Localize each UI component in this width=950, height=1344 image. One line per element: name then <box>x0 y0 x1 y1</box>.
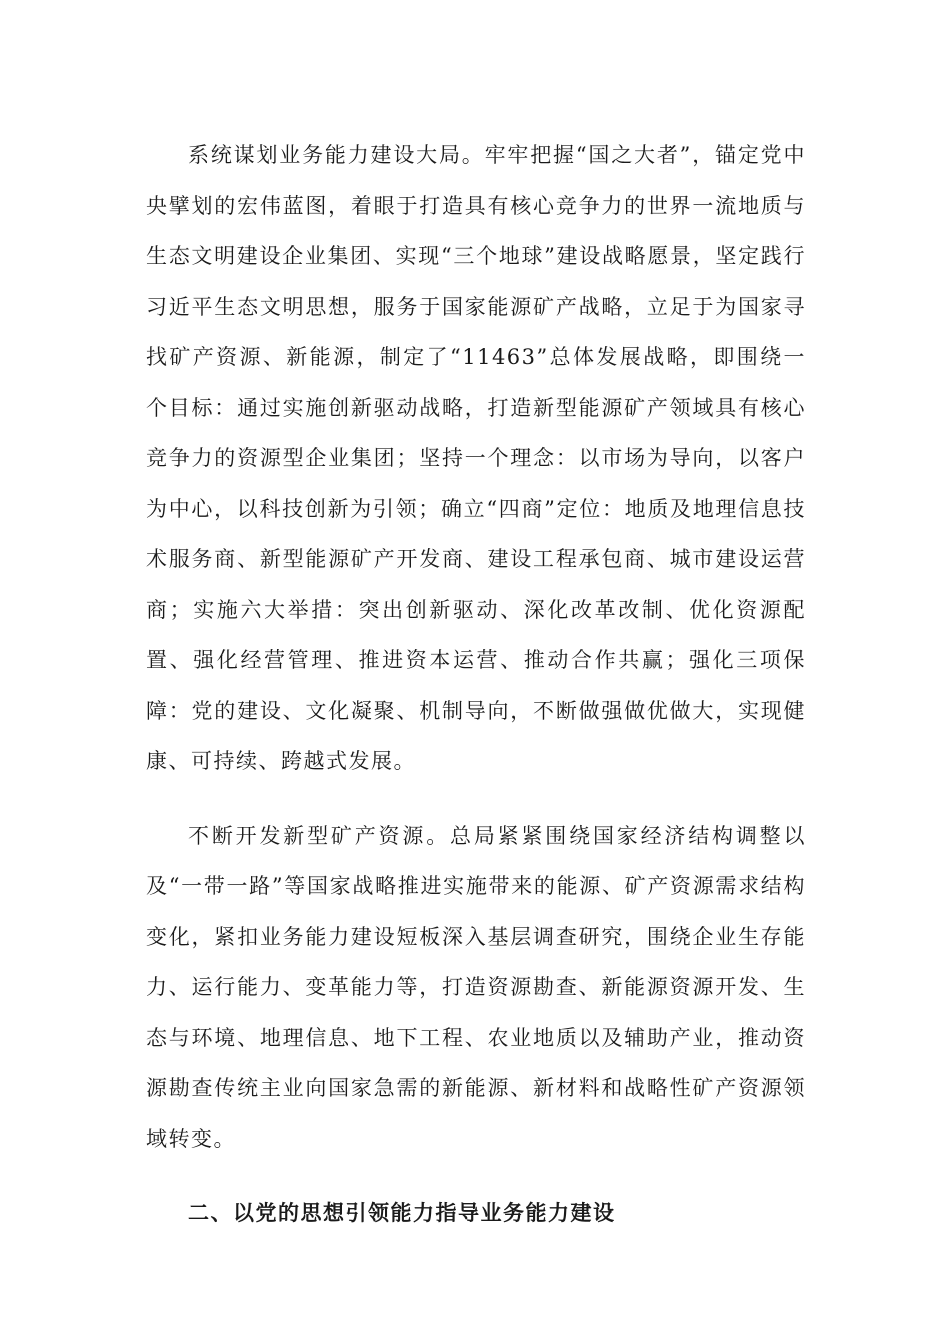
document-page <box>146 130 806 1238</box>
paragraph-new-mineral-resources: 不断开发新型矿产资源。总局紧紧围绕国家经济结构调整以及“一带一路”等国家战略推进实施带来的能源、矿产资源需求结构变化，紧扣业务能力建设短板深入基层调查研究，围绕企业生存能力、运行能力、变革能力等，打造资源勘查、新能源资源开发、生态与环境、地理信息、地下工程、农业地质以及辅助产业，推动资源勘查传统主业向国家急需的新能源、新材料和战略性矿产资源领域转变。 <box>146 823 806 1151</box>
section-heading: 二、以党的思想引领能力指导业务能力建设 <box>188 1201 616 1225</box>
paragraph-strategy-planning: 系统谋划业务能力建设大局。牢牢把握“国之大者”，锚定党中央擘划的宏伟蓝图，着眼于打造具有核心竞争力的世界一流地质与生态文明建设企业集团、实现“三个地球”建设战略愿景，坚定践行习近平生态文明思想，服务于国家能源矿产战略，立足于为国家寻找矿产资源、新能源，制定了“11463”总体发展战略，即围绕一个目标：通过实施创新驱动战略，打造新型能源矿产领域具有核心竞争力的资源型企业集团；坚持一个理念：以市场为导向，以客户为中心，以科技创新为引领；确立“四商”定位：地质及地理信息技术服务商、新型能源矿产开发商、建设工程承包商、城市建设运营商；实施六大举措：突出创新驱动、深化改革改制、优化资源配置、强化经营管理、推进资本运营、推动合作共赢；强化三项保障：党的建设、文化凝聚、机制导向，不断做强做优做大，实现健康、可持续、跨越式发展。 <box>146 143 806 773</box>
